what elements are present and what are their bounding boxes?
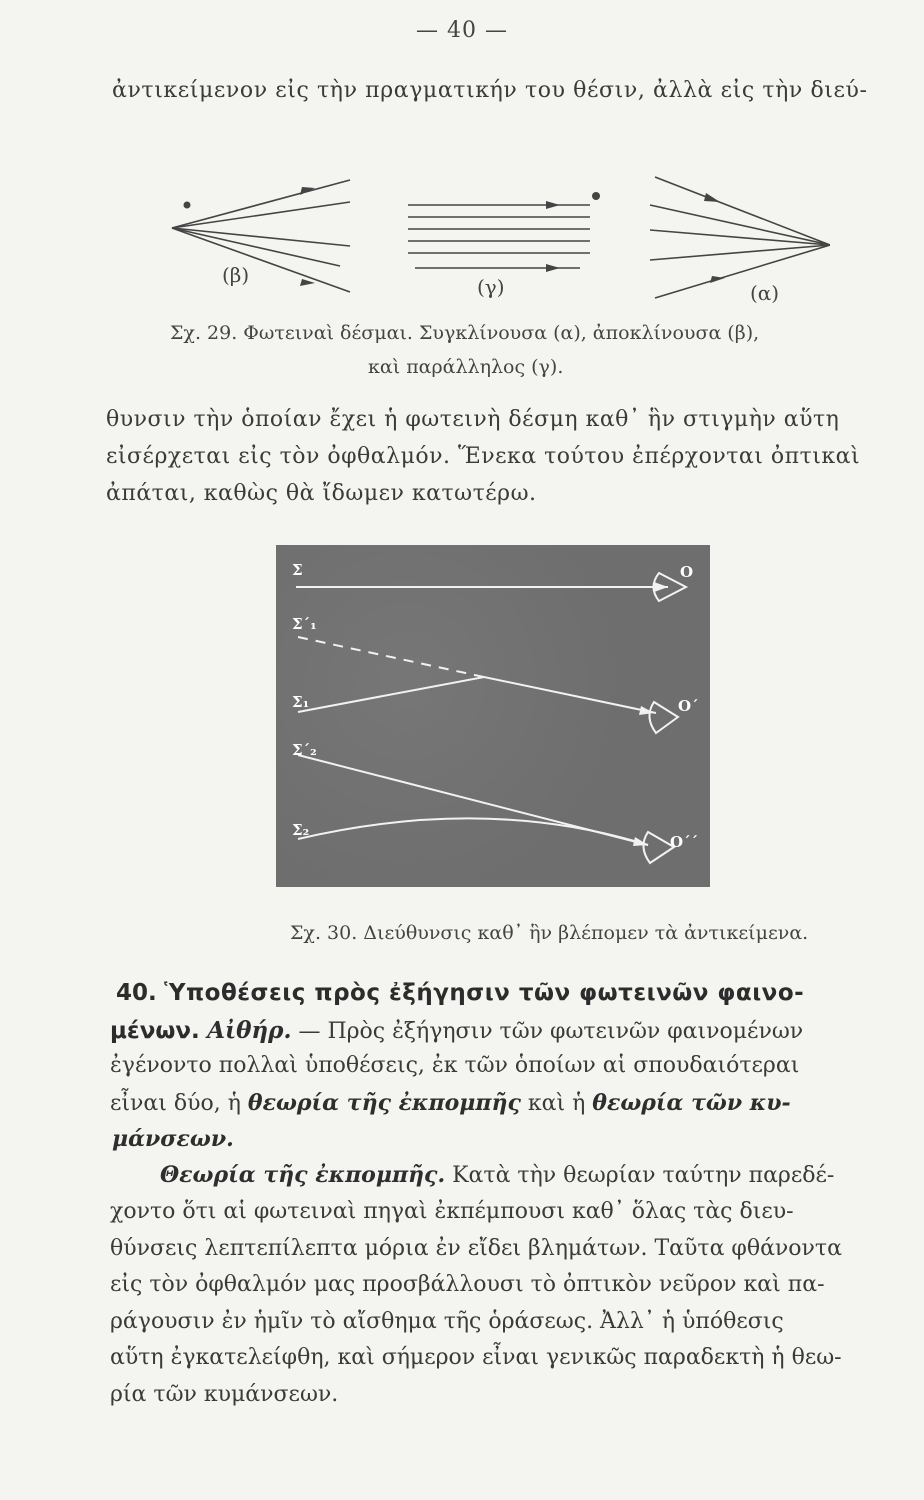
section-number: 40. — [116, 980, 157, 1006]
fig30-label-s1-prime: Σ΄₁ — [292, 615, 317, 633]
diverging-ray — [172, 180, 350, 228]
fig30-label-o2: Ο΄΄ — [670, 833, 699, 851]
section-title-line1 — [116, 980, 804, 1006]
emission-line: ρία τῶν κυμάνσεων. — [110, 1382, 339, 1407]
section-line2: ἐγένοντο πολλαὶ ὑποθέσεις, ἐκ τῶν ὁποίων αἱ σπουδαιότεραι — [110, 1053, 800, 1078]
fig30-label-s2-prime: Σ΄₂ — [292, 741, 317, 759]
emission-line: ράγουσιν ἐν ἡμῖν τὸ αἴσθημα τῆς ὁράσεως. Ἀλλ᾽ ἡ ὑπόθεσις — [110, 1309, 784, 1334]
fig30-label-o: Ο — [680, 563, 694, 581]
light-source-dot — [184, 202, 191, 209]
fig29-caption-line1: Σχ. 29. Φωτειναὶ δέσμαι. Συγκλίνουσα (α), ἀποκλίνουσα (β), — [170, 322, 760, 344]
converging-ray — [650, 205, 830, 245]
aither-heading: Αἰθήρ. — [207, 1017, 292, 1044]
arrow-head — [546, 264, 560, 272]
arrow-head — [654, 582, 668, 592]
section-line4 — [112, 1126, 234, 1152]
emission-line: εἰς τὸν ὀφθαλμόν μας προσβάλλουσι τὸ ὀπτικὸν νεῦρον καὶ πα- — [110, 1272, 825, 1297]
page-number: — 40 — — [416, 18, 508, 43]
emission-line1 — [160, 1162, 834, 1188]
diverging-ray — [172, 228, 340, 266]
theory-emission-term: θεωρία τῆς ἐκπομπῆς — [247, 1090, 521, 1116]
emission-line: αὕτη ἐγκατελείφθη, καὶ σήμερον εἶναι γενικῶς παραδεκτὴ ἡ θεω- — [110, 1345, 842, 1370]
light-source-dot — [592, 192, 600, 200]
section-title-line2 — [110, 1017, 803, 1044]
paragraph-line: θυνσιν τὴν ὁποίαν ἔχει ἡ φωτεινὴ δέσμη καθ᾽ ἣν στιγμὴν αὕτη — [106, 407, 840, 432]
section-line3 — [110, 1090, 791, 1116]
arrow-head — [300, 279, 315, 286]
fig30-label-o1: Ο΄ — [678, 697, 699, 715]
apparent-ray-dashed — [298, 637, 484, 677]
section-title: Ὑποθέσεις πρὸς ἐξήγησιν τῶν φωτεινῶν φαινο- — [164, 980, 805, 1006]
fig29-label-b: (β) — [222, 263, 250, 287]
diverging-ray — [172, 202, 350, 228]
fig29-caption-line2: καὶ παράλληλος (γ). — [368, 356, 564, 378]
emission-line1-rest: Κατὰ τὴν θεωρίαν ταύτην παρεδέ- — [445, 1163, 835, 1188]
section-line1-rest: — Πρὸς ἐξήγησιν τῶν φωτεινῶν φαινομένων — [291, 1019, 804, 1044]
figure-30-viewing-directions — [276, 545, 710, 887]
arrow-head — [704, 193, 720, 202]
section-line3-mid: καὶ ἡ — [520, 1091, 593, 1116]
arrow-head — [300, 187, 315, 195]
theory-waves-term: θεωρία τῶν κυ- — [592, 1090, 791, 1116]
fig29-label-g: (γ) — [477, 275, 505, 299]
fig29-label-a: (α) — [750, 281, 780, 305]
section-title-cont: μένων. — [110, 1018, 200, 1044]
eye-outline — [649, 702, 678, 733]
arrow-head — [546, 201, 560, 209]
converging-ray — [650, 230, 830, 245]
theory-waves-term-cont: μάνσεων. — [112, 1126, 234, 1152]
emission-line: θύνσεις λεπτεπίλεπτα μόρια ἐν εἴδει βλημάτων. Ταῦτα φθάνοντα — [110, 1236, 842, 1261]
section-line3-start: εἶναι δύο, ἡ — [110, 1091, 248, 1116]
paragraph-line: εἰσέρχεται εἰς τὸν ὀφθαλμόν. Ἕνεκα τούτου ἐπέρχονται ὀπτικαὶ — [106, 444, 861, 469]
top-text-line: ἀντικείμενον εἰς τὴν πραγματικήν του θέσιν, ἀλλὰ εἰς τὴν διεύ- — [112, 78, 868, 103]
fig30-label-s: Σ — [292, 561, 303, 579]
emission-line: χοντο ὅτι αἱ φωτειναὶ πηγαὶ ἐκπέμπουσι καθ᾽ ὅλας τὰς διευ- — [110, 1199, 794, 1224]
paragraph-line: ἀπάται, καθὼς θὰ ἴδωμεν κατωτέρω. — [106, 481, 537, 506]
fig30-label-s2: Σ₂ — [292, 821, 310, 839]
figure-30-drawing — [276, 545, 710, 887]
fig30-caption: Σχ. 30. Διεύθυνσις καθ᾽ ἣν βλέπομεν τὰ ἀντικείμενα. — [290, 922, 809, 944]
fig30-label-s1: Σ₁ — [292, 693, 310, 711]
reflected-ray — [298, 677, 656, 713]
curved-ray — [298, 818, 648, 845]
converging-ray — [655, 177, 830, 245]
emission-subheading: Θεωρία τῆς ἐκπομπῆς. — [160, 1162, 446, 1188]
